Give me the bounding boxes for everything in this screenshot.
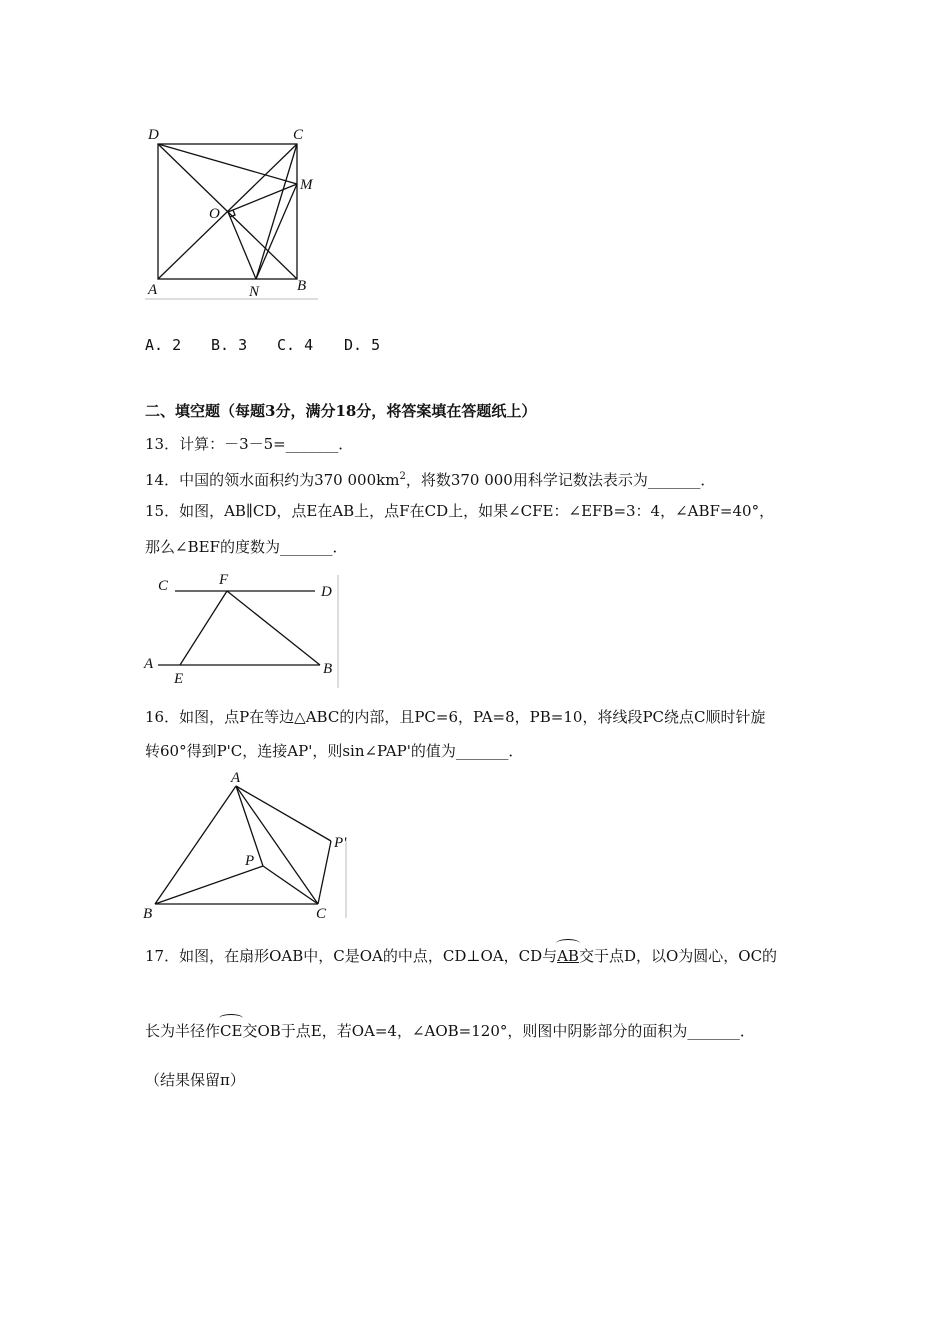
segment-pb xyxy=(155,866,263,904)
question-17-line2 xyxy=(145,1021,755,1041)
side-ac xyxy=(236,786,318,904)
label-p: P xyxy=(245,853,255,869)
question-17-line1 xyxy=(145,946,777,966)
question-16-line1: 16．如图，点P在等边△ABC的内部，且PC=6，PA=8，PB=10，将线段PC绕点C顺时针旋 xyxy=(145,708,766,726)
question-17-text-c: 长为半径作 xyxy=(145,1022,221,1040)
label-f: F xyxy=(219,572,229,588)
question-17-text-b: 交于点D，以O为圆心，OC的 xyxy=(578,947,778,965)
segment-ef xyxy=(180,591,227,665)
label-c: C xyxy=(316,906,327,922)
option-c: C. 4 xyxy=(277,336,314,354)
label-o: O xyxy=(209,206,220,222)
figure-q16 xyxy=(138,768,358,923)
label-b: B xyxy=(323,661,333,677)
label-a: A xyxy=(231,770,241,786)
segment-pc xyxy=(263,866,318,904)
label-a: A xyxy=(144,656,154,672)
label-b: B xyxy=(297,278,307,294)
question-14-text-b: ，将数370 000用科学记数法表示为_______． xyxy=(405,471,716,489)
label-m: M xyxy=(300,177,313,193)
label-e: E xyxy=(174,671,184,687)
label-a: A xyxy=(148,282,158,298)
side-ab xyxy=(155,786,236,904)
option-d: D. 5 xyxy=(344,336,381,354)
label-n: N xyxy=(249,284,260,300)
label-c: C xyxy=(158,578,169,594)
question-17-text-d: 交OB于点E，若OA=4，∠AOB=120°，则图中阴影部分的面积为_______． xyxy=(242,1022,755,1040)
arc-ce: CE xyxy=(220,1022,243,1040)
label-c: C xyxy=(293,127,304,143)
question-14-sup: 2 xyxy=(399,471,406,482)
question-17-line3: （结果保留π） xyxy=(145,1071,245,1089)
figure-q15 xyxy=(140,570,350,690)
section-heading: 二、填空题（每题3分，满分18分，将答案填在答题纸上） xyxy=(145,402,537,420)
question-16-line2: 转60°得到P'C，连接AP'，则sin∠PAP'的值为_______． xyxy=(145,742,524,760)
label-d: D xyxy=(148,127,159,143)
label-b: B xyxy=(143,906,153,922)
segment-on xyxy=(228,212,256,279)
label-d: D xyxy=(321,584,332,600)
segment-p1c xyxy=(318,841,331,904)
segment-ap1 xyxy=(236,786,331,841)
arc-ab: AB xyxy=(557,947,579,965)
figure-q12 xyxy=(140,125,330,305)
label-p-prime: P' xyxy=(334,835,347,851)
question-14 xyxy=(145,467,715,490)
question-17-text-a: 17．如图，在扇形OAB中，C是OA的中点，CD⊥OA，CD与 xyxy=(145,947,558,965)
question-14-text-a: 14．中国的领水面积约为370 000km xyxy=(145,471,400,489)
option-a: A. 2 xyxy=(145,336,182,354)
question-15-line2: 那么∠BEF的度数为_______． xyxy=(145,538,348,556)
question-15-line1: 15．如图，AB∥CD，点E在AB上，点F在CD上，如果∠CFE：∠EFB=3：4，∠ABF=40°， xyxy=(145,502,775,520)
option-b: B. 3 xyxy=(211,336,248,354)
segment-fb xyxy=(227,591,320,665)
question-13: 13．计算：－3－5=_______． xyxy=(145,435,354,453)
